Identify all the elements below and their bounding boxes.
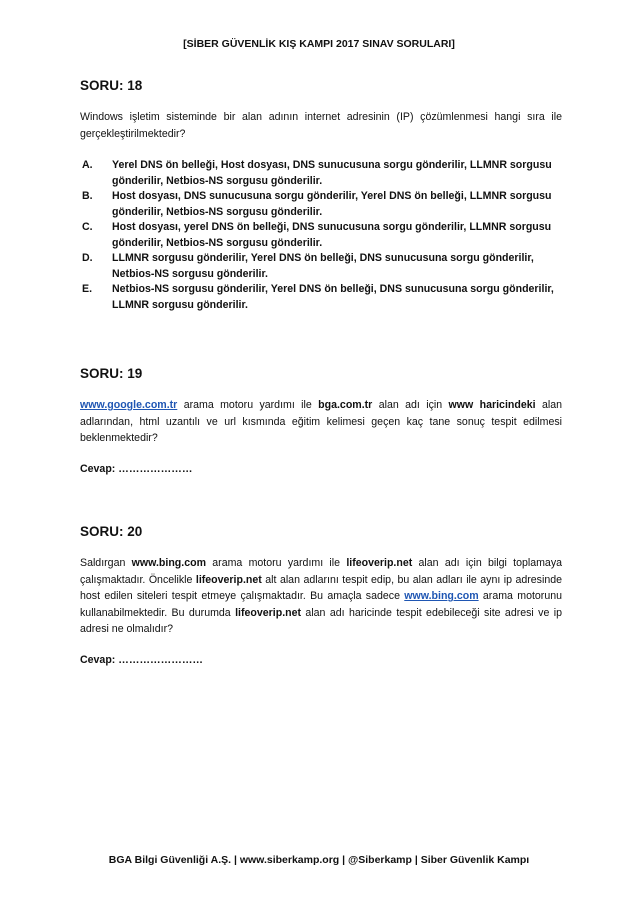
option-letter: E.: [82, 283, 93, 295]
text-segment: alan adı haricinde tespit edebileceği site adresi ve ip adresi ne olmalıdır?: [80, 606, 562, 635]
option-e[interactable]: [80, 282, 562, 313]
option-text: LLMNR sorgusu gönderilir, Yerel DNS ön belleği, DNS sunucusuna sorgu gönderilir, Netbios-NS sorgusu gönderilir.: [112, 252, 534, 280]
option-d[interactable]: [80, 251, 562, 282]
answer-options: [80, 158, 562, 313]
bold-domain: www.bing.com: [131, 557, 206, 569]
option-c[interactable]: [80, 220, 562, 251]
option-letter: A.: [82, 159, 93, 171]
text-segment: Saldırgan: [80, 557, 132, 569]
question-18: [80, 70, 562, 313]
bold-domain: lifeoverip.net: [195, 573, 262, 586]
option-text: Yerel DNS ön belleği, Host dosyası, DNS sunucusuna sorgu gönderilir, LLMNR sorgusu gönderilir, Netbios-NS sorgusu gönderilir.: [112, 159, 552, 187]
question-title: SORU: 20: [80, 524, 143, 539]
page-footer: BGA Bilgi Güvenliği A.Ş. | www.siberkamp.org | @Siberkamp | Siber Güvenlik Kampı: [108, 854, 530, 866]
question-text: [80, 555, 562, 638]
text-segment: alan adlarından, html uzantılı ve url kısmında eğitim kelimesi geçen kaç tane sonuç tespit edilmesi beklenmektedir?: [80, 399, 562, 444]
question-19: [80, 358, 562, 475]
answer-blank: Cevap: ……………………: [80, 653, 204, 666]
text-segment: alan adı için: [372, 399, 449, 411]
google-link[interactable]: www.google.com.tr: [80, 399, 178, 411]
option-text: Host dosyası, DNS sunucusuna sorgu gönderilir, Yerel DNS ön belleği, LLMNR sorgusu gönderilir, Netbios-NS sorgusu gönderilir.: [112, 190, 552, 218]
option-b[interactable]: [80, 189, 562, 220]
text-segment: alt alan adlarını tespit edip, bu alan adları ile aynı ip adresinde host edilen siteleri tespit etmeye çalışmaktadır. Bu amaçla sadece: [80, 573, 563, 602]
page-header: [SİBER GÜVENLİK KIŞ KAMPI 2017 SINAV SORULARI]: [183, 38, 455, 50]
bold-domain: lifeoverip.net: [346, 557, 413, 569]
option-text: Host dosyası, yerel DNS ön belleği, DNS sunucusuna sorgu gönderilir, LLMNR sorgusu gönderilir, Netbios-NS sorgusu gönderilir.: [112, 221, 552, 249]
question-20: [80, 516, 562, 666]
question-text: Windows işletim sisteminde bir alan adının internet adresinin (IP) çözümlenmesi hangi sıra ile gerçekleştirilmektedir?: [80, 111, 562, 140]
option-letter: B.: [82, 190, 93, 202]
question-title: SORU: 18: [80, 78, 143, 93]
question-text: [80, 397, 562, 447]
question-title: SORU: 19: [80, 366, 143, 381]
option-text: Netbios-NS sorgusu gönderilir, Yerel DNS ön belleği, DNS sunucusuna sorgu gönderilir, LLMNR sorgusu gönderilir.: [112, 283, 554, 311]
text-segment: alan adı için bilgi toplamaya çalışmaktadır. Öncelikle: [80, 557, 563, 586]
answer-blank: Cevap: …………………: [80, 462, 193, 475]
bold-term: www haricindeki: [448, 399, 536, 411]
bold-domain: lifeoverip.net: [235, 606, 302, 619]
option-letter: D.: [82, 252, 93, 264]
option-a[interactable]: [80, 158, 562, 189]
text-segment: arama motoru yardımı ile: [177, 399, 319, 411]
text-segment: arama motorunu kullanabilmektedir. Bu durumda: [80, 590, 562, 619]
text-segment: arama motoru yardımı ile: [206, 557, 347, 569]
bing-link[interactable]: www.bing.com: [404, 590, 479, 602]
option-letter: C.: [82, 221, 93, 233]
bold-domain: bga.com.tr: [318, 399, 373, 411]
